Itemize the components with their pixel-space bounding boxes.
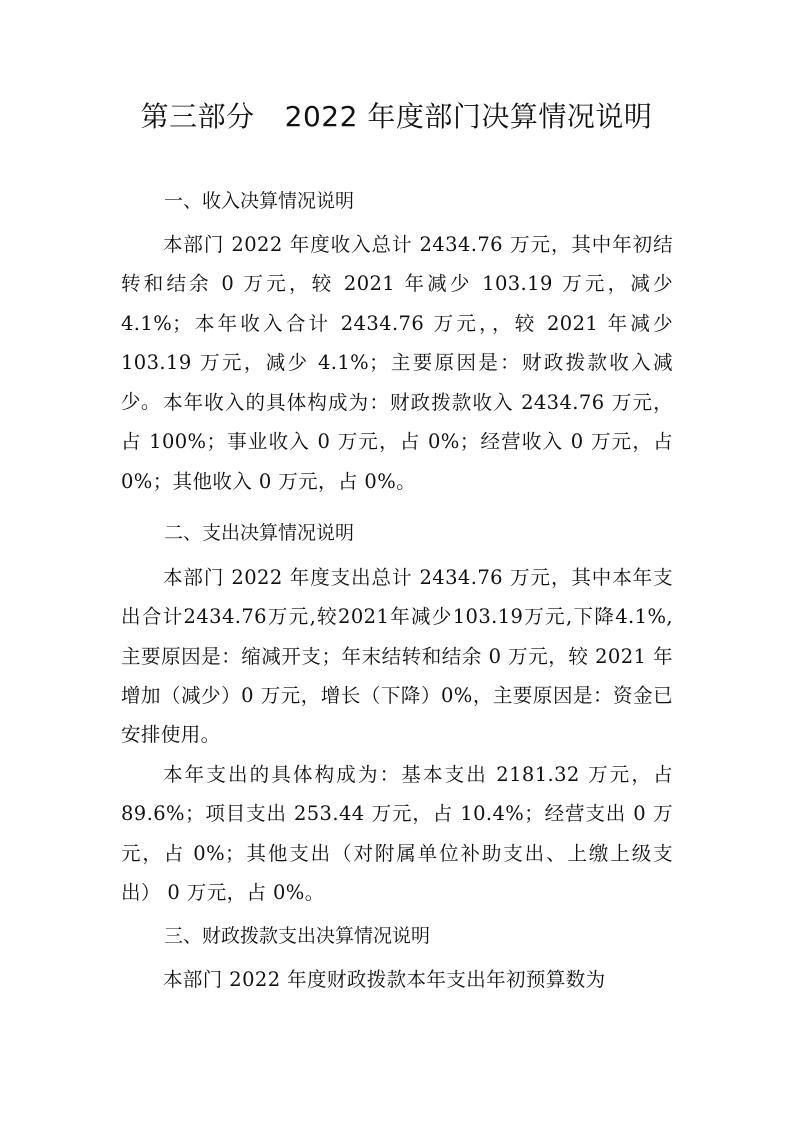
fiscal-appropriation-paragraph: 本部门 2022 年度财政拨款本年支出年初预算数为 — [163, 968, 606, 991]
section-heading-income: 一、收入决算情况说明 — [164, 190, 355, 212]
section-heading-expenditure: 二、支出决算情况说明 — [164, 522, 355, 544]
income-composition-paragraph: 本年收入的具体构成为：财政拨款收入 2434.76 万元，占 100%；事业收入 0 万元，占 0%；经营收入 0 万元，占 0%；其他收入 0 万元，占 0%。 — [121, 391, 673, 493]
income-summary-paragraph: 本部门 2022 年度收入总计 2434.76 万元，其中年初结转和结余 0 万元，较 2021 年减少 103.19 万元，减少 4.1%；本年收入合计 2434.76 万元，，较 2021 年减少 103.19 万元，减少 4.1%；主要原因是：财政拨款收入减少。 — [121, 233, 673, 414]
section-heading-fiscal-appropriation: 三、财政拨款支出决算情况说明 — [164, 925, 431, 947]
expenditure-summary-paragraph: 本部门 2022 年度支出总计 2434.76 万元，其中本年支出合计2434.76万元,较2021年减少103.19万元,下降4.1%,主要原因是：缩减开支；年末结转和结余 0 万元，较 2021 年增加（减少）0 万元，增长（下降）0%，主要原因是：资金已安排使用。 — [121, 566, 673, 747]
page-title — [0, 97, 793, 137]
expenditure-composition-paragraph: 本年支出的具体构成为：基本支出 2181.32 万元，占 89.6%；项目支出 253.44 万元，占 10.4%；经营支出 0 万元，占 0%；其他支出（对附属单位补助支出、上缴上级支出） 0 万元，占 0%。 — [121, 763, 673, 904]
title-part: 第三部分 — [140, 100, 255, 133]
title-main: 2022 年度部门决算情况说明 — [284, 100, 653, 133]
